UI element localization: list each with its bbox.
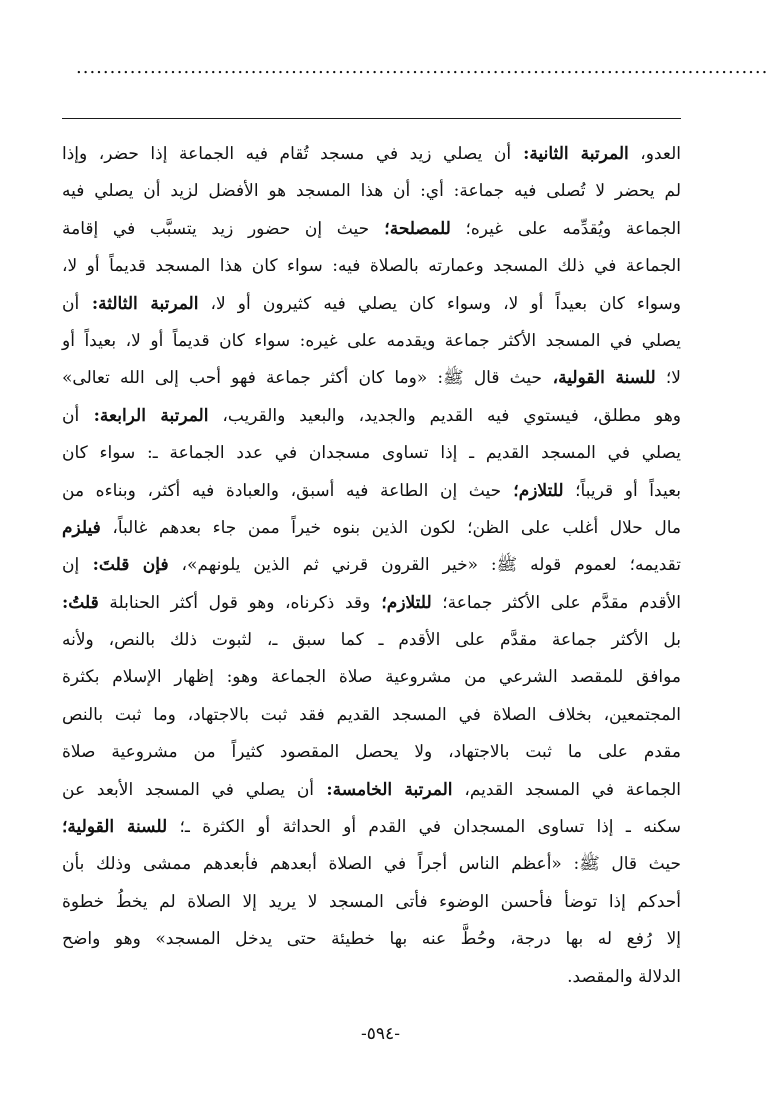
line-text: لا؛ (655, 368, 682, 389)
text-line (62, 173, 681, 210)
line-text: أحدكم إذا توضأ فأحسن الوضوء فأتى المسجد لا يريد إلا الصلاة لم يخطُ خطوة (62, 891, 681, 912)
line-text: أن (62, 293, 80, 314)
header-dotted-leader: ....................................................................................................... (76, 57, 768, 78)
line-text: حيث قال ﷺ: «وما كان أكثر جماعة فهو أحب إلى الله تعالى» (62, 368, 542, 389)
line-text: الدلالة والمقصد. (567, 966, 681, 987)
text-line (62, 622, 681, 659)
line-text: مقدم على ما ثبت بالاجتهاد، ولا يحصل المقصود كثيراً من مشروعية صلاة (62, 742, 681, 763)
body-text (62, 136, 681, 996)
bold-heading-text: للسنة القولية؛ (62, 817, 168, 838)
bold-heading-text: فإن قلتَ: (79, 555, 169, 576)
text-line (62, 211, 681, 248)
text-line (62, 921, 681, 958)
line-text: يصلي في المسجد القديم ـ إذا تساوى مسجدان في عدد الجماعة ـ: سواء كان (62, 443, 681, 464)
text-line (62, 959, 681, 996)
line-text: المجتمعين، بخلاف الصلاة في المسجد القديم فقد ثبت بالاجتهاد، وما ثبت بالنص (62, 704, 681, 725)
text-line (62, 585, 681, 622)
line-text: الجماعة في ذلك المسجد وعمارته بالصلاة فيه: سواء كان هذا المسجد قديماً أو لا، (62, 256, 681, 277)
text-line (62, 809, 681, 846)
text-line (62, 136, 681, 173)
text-line (62, 697, 681, 734)
line-text: حيث قال ﷺ: «أعظم الناس أجراً في الصلاة أبعدهم فأبعدهم ممشى وذلك بأن (62, 854, 681, 875)
bold-heading-text: المرتبة الثانية: (511, 144, 629, 164)
line-text: الجماعة ويُقدِّمه على غيره؛ (450, 218, 682, 239)
text-line (62, 510, 681, 547)
bold-heading-text: المرتبة الرابعة: (79, 405, 209, 426)
text-line (62, 473, 681, 510)
line-text: وسواء كان بعيداً أو لا، وسواء كان يصلي فيه كثيرون أو لا، (198, 293, 681, 314)
text-line (62, 248, 681, 285)
bold-heading-text: للسنة القولية، (541, 368, 656, 389)
line-text: موافق للمقصد الشرعي من مشروعية صلاة الجماعة وهو: إظهار الإسلام بكثرة (62, 667, 681, 688)
line-text: العدو، (628, 144, 681, 164)
line-text: بعيداً أو قريباً؛ (563, 480, 682, 501)
bold-heading-text: المرتبة الثالثة: (79, 293, 199, 314)
text-line (62, 734, 681, 771)
line-text: حيث إن الطاعة فيه أسبق، والعبادة فيه أكثر، وبناءه من (62, 480, 502, 501)
line-text: الأقدم مقدَّم على الأكثر جماعة؛ (431, 592, 682, 613)
text-line (62, 659, 681, 696)
bold-heading-text: للمصلحة؛ (369, 218, 451, 239)
line-text: أن يصلي في المسجد الأبعد عن (62, 779, 315, 800)
line-text: إلا رُفع له بها درجة، وحُطَّ عنه بها خطيئة حتى يدخل المسجد» وهو واضح (62, 929, 681, 950)
line-text: الجماعة في المسجد القديم، (452, 779, 682, 800)
line-text: حيث إن حضور زيد يتسبَّب في إقامة (62, 218, 370, 239)
bold-heading-text: للتلازم؛ (501, 480, 564, 501)
line-text: إن (62, 555, 80, 576)
text-line (62, 884, 681, 921)
text-line (62, 323, 681, 360)
line-text: أن (62, 405, 80, 426)
bold-heading-text: المرتبة الخامسة: (314, 779, 453, 800)
text-line (62, 360, 681, 397)
line-text: سكنه ـ إذا تساوى المسجدان في القدم أو الحداثة أو الكثرة ـ؛ (167, 817, 682, 838)
text-line (62, 846, 681, 883)
text-line (62, 286, 681, 323)
line-text: لم يحضر لا تُصلى فيه جماعة: أي: أن هذا المسجد هو الأفضل لزيد أن يصلي فيه (62, 181, 681, 202)
header-rule (62, 118, 681, 119)
text-line (62, 547, 681, 584)
line-text: تقديمه؛ لعموم قوله ﷺ: «خير القرون قرني ثم الذين يلونهم»، (168, 555, 681, 576)
text-line (62, 435, 681, 472)
bold-heading-text: للتلازم؛ (370, 592, 432, 613)
line-text: بل الأكثر جماعة مقدَّم على الأقدم ـ كما سبق ـ، لثبوت ذلك بالنص، ولأنه (62, 630, 681, 651)
line-text: أن يصلي زيد في مسجد تُقام فيه الجماعة إذا حضر، وإذا (62, 144, 512, 164)
bold-heading-text: قلتُ: (62, 592, 99, 613)
line-text: مال حلال أغلب على الظن؛ لكون الذين بنوه خيراً ممن جاء بعدهم غالباً، (100, 517, 681, 538)
bold-heading-text: فيلزم (62, 517, 101, 538)
text-line (62, 398, 681, 435)
line-text: يصلي في المسجد الأكثر جماعة ويقدمه على غيره: سواء كان قديماً أو لا، بعيداً أو (62, 330, 681, 351)
page-number: -٥٩٤- (361, 1024, 400, 1044)
line-text: وهو مطلق، فيستوي فيه القديم والجديد، والبعيد والقريب، (208, 405, 681, 426)
text-line (62, 772, 681, 809)
line-text: وقد ذكرناه، وهو قول أكثر الحنابلة (98, 592, 371, 613)
